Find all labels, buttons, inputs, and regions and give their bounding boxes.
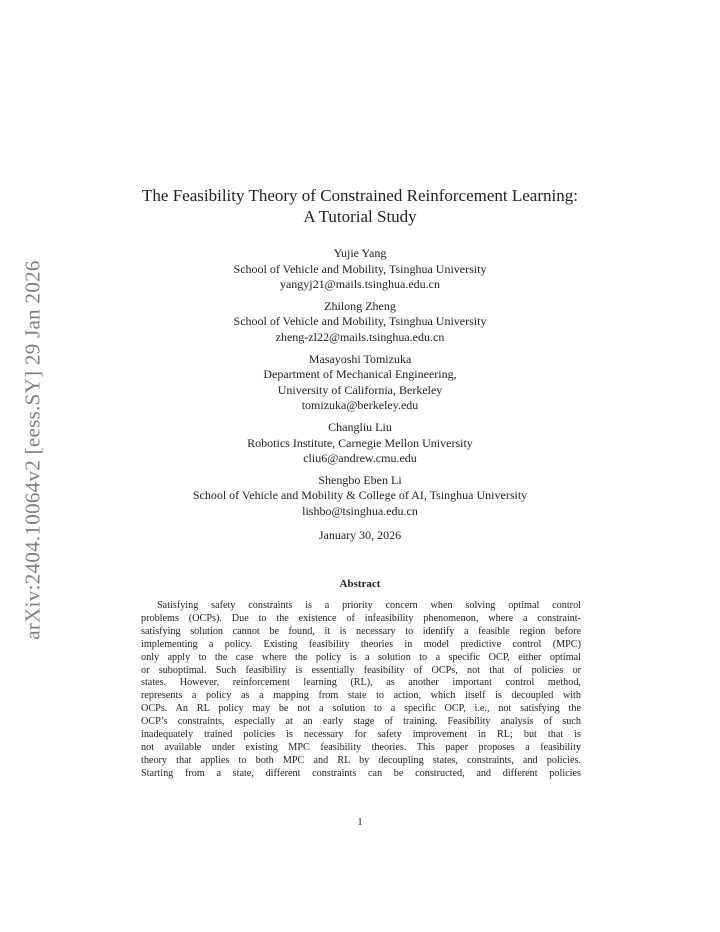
author-block — [0, 299, 720, 346]
abstract-line: implementing a policy. Existing feasibility theories in model predictive control (MPC) — [141, 638, 581, 650]
abstract-line: theory that applies to both MPC and RL by decoupling states, constraints, and policies. — [141, 754, 581, 766]
page-number: 1 — [357, 816, 363, 828]
title-line-1: The Feasibility Theory of Constrained Reinforcement Learning: — [142, 186, 578, 205]
abstract-line: OCPs. An RL policy may be not a solution to a specific OCP, i.e., not satisfying the — [141, 703, 581, 715]
abstract-body — [141, 600, 581, 781]
paper-title — [0, 185, 720, 227]
abstract-line: Starting from a state, different constraints can be constructed, and different policies — [141, 767, 581, 779]
abstract-line: satisfying solution cannot be found, it is necessary to identify a feasible region before — [141, 625, 581, 637]
author-email: zheng-zl22@mails.tsinghua.edu.cn — [275, 329, 445, 344]
abstract-line: OCP’s constraints, especially at an early stage of training. Feasibility analysis of such — [141, 716, 581, 728]
publication-date: January 30, 2026 — [318, 528, 402, 542]
author-block — [0, 246, 720, 293]
author-email: yangyj21@mails.tsinghua.edu.cn — [279, 277, 441, 292]
author-email: lishbo@tsinghua.edu.cn — [302, 503, 418, 518]
author-name: Shengbo Eben Li — [318, 472, 402, 487]
abstract-line: problems (OCPs). Due to the existence of infeasibility phenomenon, where a constraint- — [141, 612, 581, 624]
abstract-line: not available under existing MPC feasibility theories. This paper proposes a feasibility — [141, 741, 581, 753]
author-affiliation: School of Vehicle and Mobility, Tsinghua University — [233, 314, 487, 329]
abstract-heading: Abstract — [339, 578, 381, 590]
abstract-line: represents a policy as a mapping from state to action, which itself is decoupled with — [141, 690, 581, 702]
author-list — [0, 246, 720, 526]
abstract-line: only apply to the case where the policy is a solution to a specific OCP, either optimal — [141, 651, 581, 663]
author-name: Yujie Yang — [333, 246, 387, 260]
abstract-line: or suboptimal. Such feasibility is essentially feasibility of OCPs, not that of policies or — [141, 664, 581, 676]
arxiv-identifier-text: arXiv:2404.10064v2 [eess.SY] 29 Jan 2026 — [20, 260, 45, 640]
author-email: cliu6@andrew.cmu.edu — [303, 451, 417, 466]
author-name: Masayoshi Tomizuka — [308, 351, 412, 366]
author-block — [0, 473, 720, 520]
author-block — [0, 420, 720, 467]
abstract-line: inadequately trained policies is necessary for safety improvement in RL; but that is — [141, 729, 581, 741]
author-affiliation: School of Vehicle and Mobility & College of AI, Tsinghua University — [192, 488, 528, 503]
abstract-line: states. However, reinforcement learning (RL), as another important control method, — [141, 677, 581, 689]
author-affiliation: School of Vehicle and Mobility, Tsinghua University — [233, 261, 487, 276]
author-affiliation: University of California, Berkeley — [277, 382, 443, 397]
author-name: Zhilong Zheng — [324, 298, 396, 313]
author-affiliation: Department of Mechanical Engineering, — [263, 367, 457, 382]
author-email: tomizuka@berkeley.edu — [301, 398, 419, 413]
author-block — [0, 352, 720, 414]
abstract-line: Satisfying safety constraints is a priority concern when solving optimal control — [157, 600, 581, 611]
title-line-2: A Tutorial Study — [303, 207, 417, 226]
author-name: Changliu Liu — [328, 419, 392, 434]
author-affiliation: Robotics Institute, Carnegie Mellon University — [247, 435, 473, 450]
